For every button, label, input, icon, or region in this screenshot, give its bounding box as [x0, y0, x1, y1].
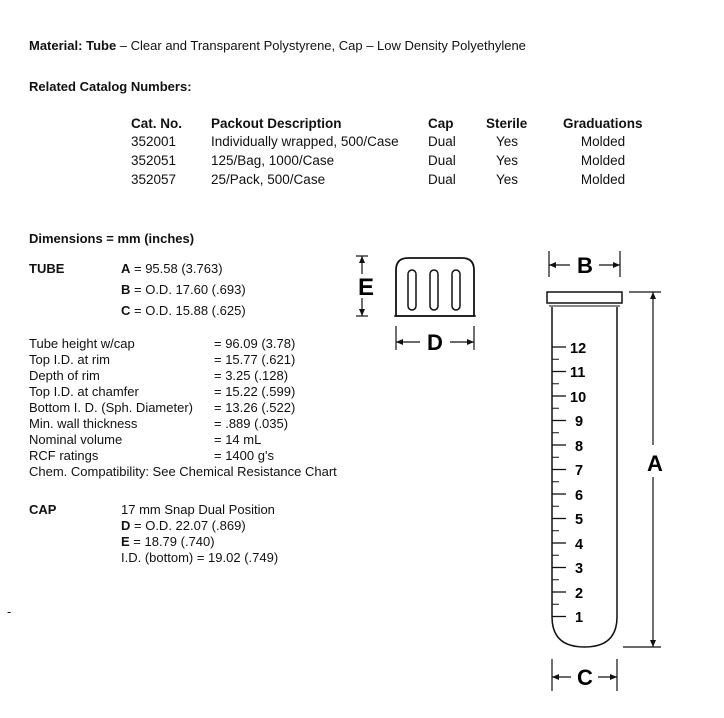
- tube-diagram: [535, 245, 685, 705]
- table-row: [131, 132, 643, 151]
- material-text: – Clear and Transparent Polystyrene, Cap – Low Density Polyethylene: [116, 38, 526, 53]
- margin-mark: -: [7, 604, 12, 619]
- spec-label: Min. wall thickness: [29, 416, 138, 431]
- cell-cat-no: 352057: [131, 172, 177, 187]
- cell-packout: 25/Pack, 500/Case: [211, 172, 326, 187]
- spec-label: Tube height w/cap: [29, 336, 135, 351]
- spec-label: RCF ratings: [29, 448, 99, 463]
- dim-key: B: [121, 282, 131, 297]
- spec-value: = 14 mL: [214, 432, 262, 447]
- graduation-label: 6: [575, 488, 584, 504]
- cap-e-label: E: [357, 274, 375, 301]
- graduation-label: 11: [570, 365, 586, 381]
- cap-line: [121, 518, 246, 533]
- graduation-label: 12: [570, 341, 587, 357]
- cell-cap: Dual: [428, 134, 456, 149]
- cap-line: [121, 550, 278, 565]
- tube-rim: [547, 292, 622, 303]
- spec-label: Top I.D. at chamfer: [29, 384, 139, 399]
- material-label: Material:: [29, 38, 83, 53]
- cell-cap: Dual: [428, 172, 456, 187]
- spec-value: = 15.77 (.621): [214, 352, 296, 367]
- dim-key: C: [121, 303, 131, 318]
- tube-label: TUBE: [29, 261, 65, 276]
- dim-value: = O.D. 15.88 (.625): [130, 303, 246, 318]
- header-cap: Cap: [428, 116, 454, 131]
- tube-b-label: B: [577, 253, 593, 278]
- graduation-label: 1: [575, 610, 584, 626]
- material-tube-label: Tube: [86, 38, 117, 53]
- cap-line: [121, 534, 215, 549]
- tube-body: [552, 307, 617, 647]
- tube-a-label: A: [647, 451, 663, 476]
- graduation-label: 9: [575, 414, 584, 430]
- cell-sterile: Yes: [496, 153, 519, 168]
- cap-label: CAP: [29, 502, 57, 517]
- cell-graduations: Molded: [580, 172, 626, 187]
- cell-sterile: Yes: [496, 172, 519, 187]
- graduation-label: 5: [575, 512, 584, 528]
- cap-line: [121, 502, 275, 517]
- spec-value: = .889 (.035): [214, 416, 289, 431]
- cell-packout: Individually wrapped, 500/Case: [211, 134, 399, 149]
- table-row: [131, 170, 643, 189]
- spec-value: = 96.09 (3.78): [214, 336, 296, 351]
- spec-value: = 13.26 (.522): [214, 400, 296, 415]
- dim-value: = O.D. 17.60 (.693): [130, 282, 246, 297]
- dim-c: [121, 303, 246, 318]
- dim-key: D: [121, 518, 131, 533]
- cell-cat-no: 352051: [131, 153, 177, 168]
- tube-c-label: C: [577, 665, 593, 690]
- dimensions-heading: Dimensions = mm (inches): [29, 231, 195, 246]
- catalog-header-row: [131, 115, 643, 132]
- spec-label: Depth of rim: [29, 368, 100, 383]
- chem-compatibility: Chem. Compatibility: See Chemical Resistance Chart: [29, 464, 337, 479]
- cell-sterile: Yes: [496, 134, 519, 149]
- graduation-label: 10: [570, 390, 587, 406]
- material-line: [29, 38, 526, 53]
- related-catalog-heading: Related Catalog Numbers:: [29, 79, 192, 94]
- cap-line-text: 17 mm Snap Dual Position: [121, 502, 275, 517]
- cap-line-text: I.D. (bottom) = 19.02 (.749): [121, 550, 279, 565]
- spec-value: = 3.25 (.128): [214, 368, 289, 383]
- cap-rib: [452, 270, 460, 310]
- cap-rib: [430, 270, 438, 310]
- cell-packout: 125/Bag, 1000/Case: [211, 153, 335, 168]
- spec-value: = 1400 g's: [214, 448, 274, 463]
- graduation-label: 3: [575, 561, 584, 577]
- spec-label: Top I.D. at rim: [29, 352, 110, 367]
- dim-key: A: [121, 261, 131, 276]
- spec-label: Bottom I. D. (Sph. Diameter): [29, 400, 193, 415]
- graduation-label: 2: [575, 586, 584, 602]
- cap-d-label: D: [427, 330, 443, 355]
- spec-label: Nominal volume: [29, 432, 123, 447]
- cell-cap: Dual: [428, 153, 456, 168]
- spec-value: = 15.22 (.599): [214, 384, 296, 399]
- cap-rib: [408, 270, 416, 310]
- table-row: [131, 151, 643, 170]
- dim-value: = O.D. 22.07 (.869): [130, 518, 246, 533]
- dim-a: [121, 261, 223, 276]
- graduation-label: 4: [575, 537, 584, 553]
- header-cat-no: Cat. No.: [131, 116, 183, 131]
- dim-b: [121, 282, 246, 297]
- catalog-table: [131, 115, 643, 189]
- dim-value: = 18.79 (.740): [129, 534, 215, 549]
- graduation-label: 7: [575, 463, 584, 479]
- cell-cat-no: 352001: [131, 134, 177, 149]
- graduation-label: 8: [575, 439, 584, 455]
- header-packout: Packout Description: [211, 116, 342, 131]
- cap-diagram: [350, 250, 500, 360]
- header-sterile: Sterile: [486, 116, 528, 131]
- dim-value: = 95.58 (3.763): [130, 261, 223, 276]
- cell-graduations: Molded: [580, 153, 626, 168]
- dim-key: E: [121, 534, 130, 549]
- header-graduations: Graduations: [563, 116, 643, 131]
- cell-graduations: Molded: [580, 134, 626, 149]
